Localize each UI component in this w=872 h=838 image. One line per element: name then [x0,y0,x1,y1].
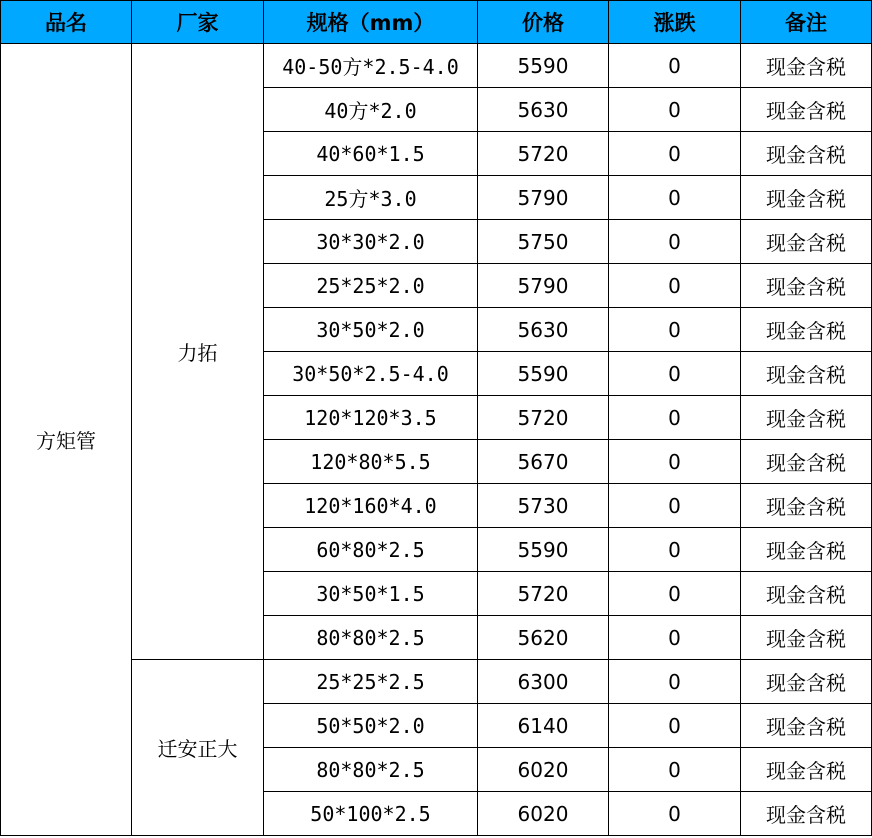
spec-cell: 25方*3.0 [264,176,478,220]
note-cell: 现金含税 [741,88,872,132]
change-cell: 0 [609,44,741,88]
note-cell: 现金含税 [741,264,872,308]
note-cell: 现金含税 [741,440,872,484]
product-name-cell: 方矩管 [1,44,132,836]
change-cell: 0 [609,748,741,792]
price-cell: 5720 [478,396,609,440]
spec-cell: 50*100*2.5 [264,792,478,836]
spec-cell: 40-50方*2.5-4.0 [264,44,478,88]
price-cell: 5730 [478,484,609,528]
change-cell: 0 [609,88,741,132]
note-cell: 现金含税 [741,132,872,176]
price-cell: 5590 [478,352,609,396]
note-cell: 现金含税 [741,704,872,748]
header-spec: 规格（mm） [264,1,478,44]
spec-cell: 50*50*2.0 [264,704,478,748]
price-cell: 5720 [478,572,609,616]
spec-cell: 25*25*2.5 [264,660,478,704]
note-cell: 现金含税 [741,792,872,836]
note-cell: 现金含税 [741,528,872,572]
note-cell: 现金含税 [741,484,872,528]
change-cell: 0 [609,220,741,264]
note-cell: 现金含税 [741,352,872,396]
price-cell: 5590 [478,44,609,88]
change-cell: 0 [609,572,741,616]
header-note: 备注 [741,1,872,44]
change-cell: 0 [609,132,741,176]
change-cell: 0 [609,616,741,660]
price-cell: 5790 [478,264,609,308]
spec-cell: 120*120*3.5 [264,396,478,440]
note-cell: 现金含税 [741,44,872,88]
header-price: 价格 [478,1,609,44]
change-cell: 0 [609,352,741,396]
change-cell: 0 [609,176,741,220]
price-cell: 5620 [478,616,609,660]
price-cell: 5670 [478,440,609,484]
change-cell: 0 [609,528,741,572]
price-cell: 6300 [478,660,609,704]
change-cell: 0 [609,484,741,528]
spec-cell: 40*60*1.5 [264,132,478,176]
price-cell: 5630 [478,308,609,352]
note-cell: 现金含税 [741,396,872,440]
manufacturer-cell: 迁安正大 [132,660,264,836]
note-cell: 现金含税 [741,616,872,660]
spec-cell: 120*80*5.5 [264,440,478,484]
note-cell: 现金含税 [741,660,872,704]
note-cell: 现金含税 [741,308,872,352]
note-cell: 现金含税 [741,220,872,264]
spec-cell: 80*80*2.5 [264,748,478,792]
header-manufacturer: 厂家 [132,1,264,44]
table-row [1,660,872,704]
header-product-name: 品名 [1,1,132,44]
note-cell: 现金含税 [741,572,872,616]
price-cell: 5590 [478,528,609,572]
header-change: 涨跌 [609,1,741,44]
price-cell: 6020 [478,748,609,792]
spec-cell: 30*50*2.0 [264,308,478,352]
spec-cell: 25*25*2.0 [264,264,478,308]
price-cell: 6020 [478,792,609,836]
change-cell: 0 [609,440,741,484]
change-cell: 0 [609,792,741,836]
price-cell: 5790 [478,176,609,220]
change-cell: 0 [609,660,741,704]
note-cell: 现金含税 [741,176,872,220]
manufacturer-cell: 力拓 [132,44,264,660]
spec-cell: 40方*2.0 [264,88,478,132]
change-cell: 0 [609,704,741,748]
spec-cell: 120*160*4.0 [264,484,478,528]
table-body [1,44,872,836]
spec-cell: 80*80*2.5 [264,616,478,660]
note-cell: 现金含税 [741,748,872,792]
spec-cell: 30*50*2.5-4.0 [264,352,478,396]
change-cell: 0 [609,308,741,352]
table-row [1,44,872,88]
price-cell: 6140 [478,704,609,748]
spec-cell: 30*30*2.0 [264,220,478,264]
change-cell: 0 [609,264,741,308]
price-cell: 5720 [478,132,609,176]
price-cell: 5630 [478,88,609,132]
header-row [1,1,872,44]
change-cell: 0 [609,396,741,440]
spec-cell: 30*50*1.5 [264,572,478,616]
spec-cell: 60*80*2.5 [264,528,478,572]
price-cell: 5750 [478,220,609,264]
